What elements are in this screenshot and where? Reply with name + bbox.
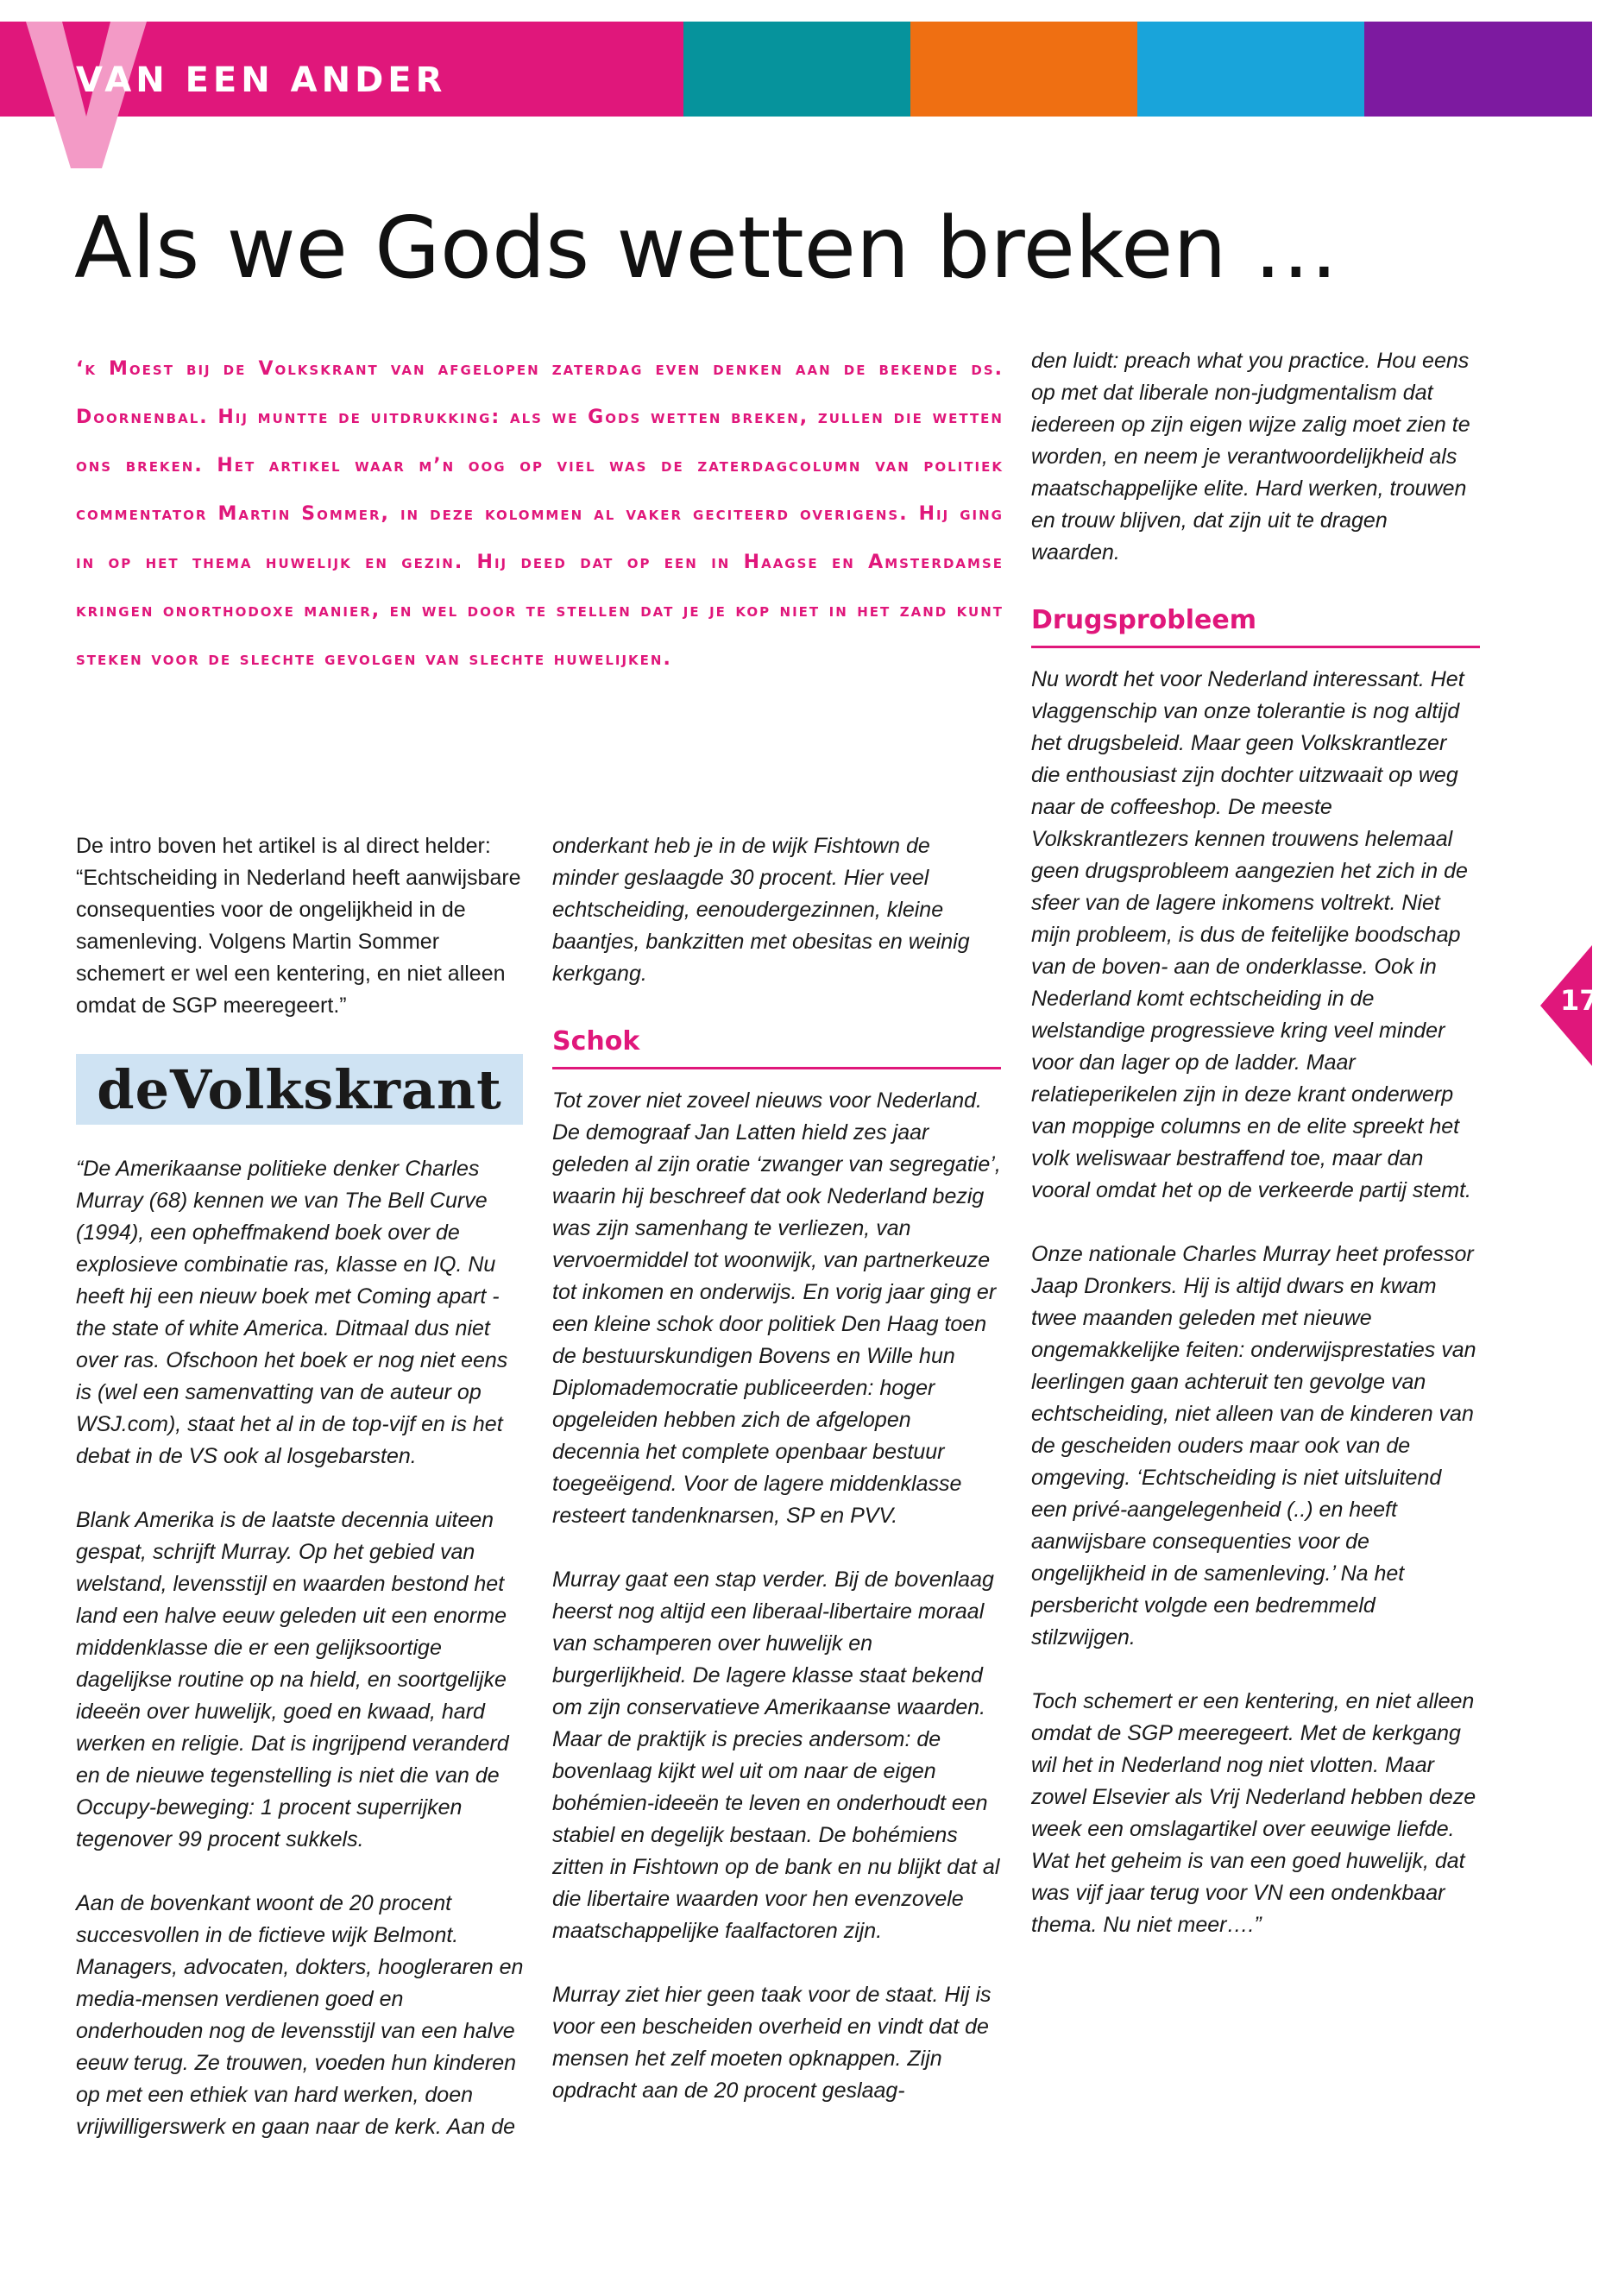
subhead-drugsprobleem: Drugsprobleem [1031,601,1480,648]
column-3-paragraph-2: Nu wordt het voor Nederland interessant. Het vlaggenschip van onze tolerantie is nog altijd het drugsbeleid. Maar geen Volkskrantlezer die enthousiast zijn dochter uitzwaait op weg naar de coffeeshop. De meeste Volkskrantlezers kennen trouwens helemaal geen drugsprobleem aangezien het zich in de sfeer van de lagere inkomens voltrekt. Niet mijn probleem, is dus de feitelijke boodschap van de boven- aan de onderklasse. Ook in Nederland komt echtscheiding in de welstandige progressieve kring veel minder voor dan lager op de ladder. Maar relatieperikelen zijn in deze krant onderwerp van moppige columns en de elite spreekt het volk weliswaar bestraffend toe, maar dan vooral omdat het op de verkeerde partij stemt. [1031,667,1471,1202]
column-1 [76,830,525,2175]
section-label: VAN EEN ANDER [76,60,447,100]
article-intro: ‘k Moest bij de Volkskrant van afgelopen zaterdag even denken aan de bekende ds. Doornenbal. Hij muntte de uitdrukking: als we Gods wetten breken, zullen die wetten ons breken. Het artikel waar m’n oog op viel was de zaterdagcolumn van politiek commentator Martin Sommer, in deze kolommen al vaker geciteerd overigens. Hij ging in op het thema huwelijk en gezin. Hij deed dat op een in Haagse en Amsterdamse kringen onorthodoxe manier, en wel door te stellen dat je je kop niet in het zand kunt steken voor de slechte gevolgen van slechte huwelijken. [76,358,1004,670]
column-2-paragraph-4: Murray ziet hier geen taak voor de staat. Hij is voor een bescheiden overheid en vindt dat de mensen het zelf moeten opknappen. Zijn opdracht aan de 20 procent geslaag- [552,1983,992,2103]
header-band-teal [683,22,910,117]
column-1-paragraph-1: De intro boven het artikel is al direct helder: “Echtscheiding in Nederland heeft aanwijsbare consequenties voor de ongelijkheid in de samenleving. Volgens Martin Sommer schemert er wel een kentering, en niet alleen omdat de SGP meeregeert.” [76,834,521,1018]
column-3-paragraph-3: Onze nationale Charles Murray heet professor Jaap Dronkers. Hij is altijd dwars en kwam twee maanden geleden met nieuwe ongemakkelijke feiten: onderwijsprestaties van leerlingen gaan achteruit ten gevolge van echtscheiding, niet alleen van de kinderen van de gescheiden ouders maar ook van de omgeving. ‘Echtscheiding is niet uitsluitend een privé-aangelegenheid (..) en heeft aanwijsbare consequenties voor de ongelijkheid in de samenleving.’ Na het persbericht volgde een bedremmeld stilzwijgen. [1031,1242,1476,1649]
article-title: Als we Gods wetten breken … [74,199,1338,298]
column-1-paragraph-2: “De Amerikaanse politieke denker Charles Murray (68) kennen we van The Bell Curve (1994), een opheffmakend boek over de explosieve combinatie ras, klasse en IQ. Nu heeft hij een nieuw boek met Coming apart - the state of white America. Ditmaal dus niet over ras. Ofschoon het boek er nog niet eens is (wel een samenvatting van de auteur op WSJ.com), staat het al in de top-vijf en is het debat in de VS ook al losgebarsten. [76,1157,508,1468]
column-2-paragraph-2: Tot zover niet zoveel nieuws voor Nederland. De demograaf Jan Latten hield zes jaar geleden al zijn oratie ‘zwanger van segregatie’, waarin hij beschreef dat ook Nederland bezig was zijn samenhang te verliezen, van vervoermiddel tot woonwijk, van partnerkeuze tot inkomen en onderwijs. En vorig jaar ging er een kleine schok door politiek Den Haag toen de bestuurskundigen Bovens en Wille hun Diplomademocratie publiceerden: hoger opgeleiden hebben zich de afgelopen decennia het complete openbaar bestuur toegeëigend. Voor de lagere middenklasse resteert tandenknarsen, SP en PVV. [552,1088,1001,1528]
column-3-paragraph-1: den luidt: preach what you practice. Hou eens op met dat liberale non-judgmentalism dat iedereen op zijn eigen wijze zalig moet zien te worden, en neem je verantwoordelijkheid als maatschappelijke elite. Hard werken, trouwen en trouw blijven, dat zijn uit te dragen waarden. [1031,349,1470,565]
volkskrant-logo [76,1054,523,1125]
column-2-paragraph-1: onderkant heb je in de wijk Fishtown de minder geslaagde 30 procent. Hier veel echtscheiding, eenoudergezinnen, kleine baantjes, bankzitten met obesitas en weinig kerkgang. [552,834,970,986]
column-1-paragraph-4: Aan de bovenkant woont de 20 procent succesvollen in de fictieve wijk Belmont. Managers, advocaten, dokters, hoogleraren en media-mensen verdienen goed en onderhouden nog de levensstijl van een halve eeuw terug. Ze trouwen, voeden hun kinderen op met een ethiek van hard werken, doen vrijwilligerswerk en gaan naar de kerk. Aan de [76,1891,524,2139]
header-band-cyan [1137,22,1364,117]
column-2-paragraph-3: Murray gaat een stap verder. Bij de bovenlaag heerst nog altijd een liberaal-libertaire moraal van schamperen over huwelijk en burgerlijkheid. De lagere klasse staat bekend om zijn conservatieve Amerikaanse waarden. Maar de praktijk is precies andersom: de bovenlaag kijkt wel uit om naar de eigen bohémien-ideeën te leven en onderhoudt een stabiel en degelijk bestaan. De bohémiens zitten in Fishtown op de bank en nu blijkt dat al die libertaire waarden voor hen evenzovele maatschappelijke faalfactoren zijn. [552,1567,1000,1943]
subhead-schok: Schok [552,1022,1001,1069]
column-1-paragraph-3: Blank Amerika is de laatste decennia uiteen gespat, schrijft Murray. Op het gebied van welstand, levensstijl en waarden bestond het land een halve eeuw geleden uit een enorme middenklasse die er een gelijksoortige dagelijkse routine op na hield, en soortgelijke ideeën over huwelijk, goed en kwaad, hard werken en religie. Dat is ingrijpend veranderd en de nieuwe tegenstelling is niet die van de Occupy-beweging: 1 procent superrijken tegenover 99 procent sukkels. [76,1508,509,1851]
column-2 [552,830,1001,2139]
column-3-paragraph-4: Toch schemert er een kentering, en niet alleen omdat de SGP meeregeert. Met de kerkgang wil het in Nederland nog niet vlotten. Maar zowel Elsevier als Vrij Nederland hebben deze week een omslagartikel over eeuwige liefde. Wat het geheim is van een goed huwelijk, dat was vijf jaar terug voor VN een ondenkbaar thema. Nu niet meer….” [1031,1689,1476,1937]
page-number: 17 [1560,984,1599,1017]
volkskrant-logo-text: deVolkskrant [97,1057,502,1121]
column-3 [1031,345,1480,1973]
header-band-purple [1364,22,1592,117]
header-band-orange [910,22,1137,117]
